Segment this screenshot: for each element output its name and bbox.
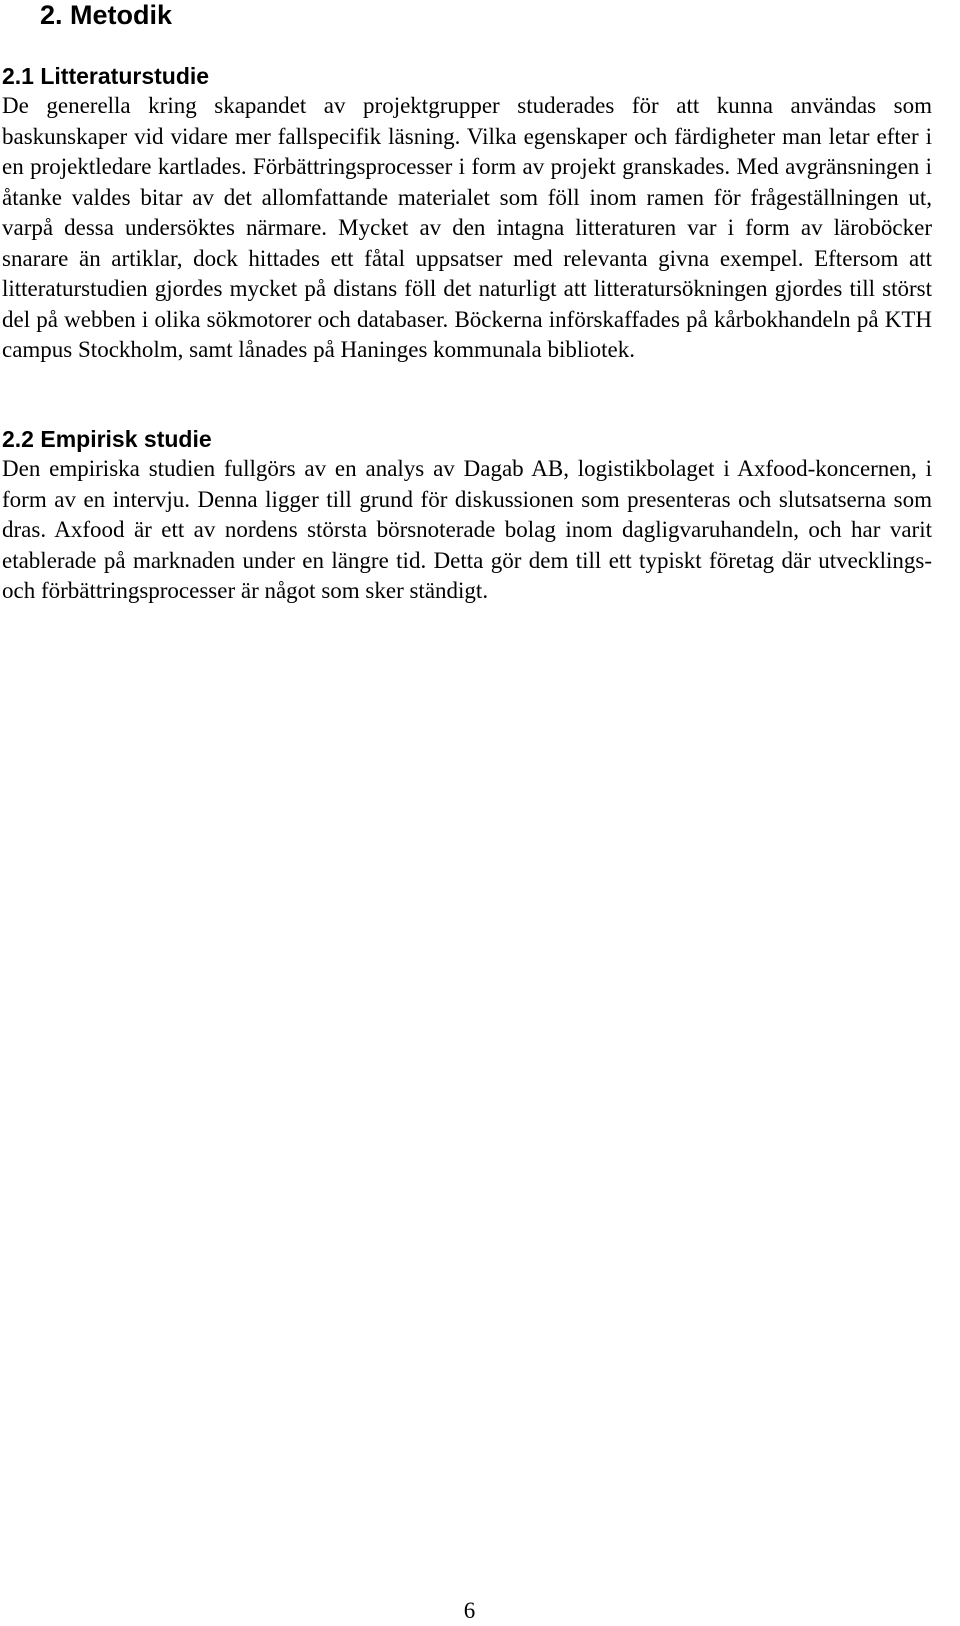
section-empirisk-studie (2, 424, 932, 607)
section-paragraph: Den empiriska studien fullgörs av en analys av Dagab AB, logistikbolaget i Axfood-koncernen, i form av en intervju. Denna ligger till grund för diskussionen som presenteras och slutsatserna som dras. Axfood är ett av nordens största börsnoterade bolag inom dagligvaruhandeln, och har varit etablerade på marknaden under en längre tid. Detta gör dem till ett typiskt företag där utvecklings- och förbättringsprocesser är något som sker ständigt. (2, 456, 932, 603)
section-litteraturstudie (2, 61, 932, 366)
page-number: 6 (463, 1598, 476, 1623)
section-heading: 2.2 Empirisk studie (2, 426, 212, 452)
chapter-title: 2. Metodik (40, 0, 173, 30)
section-heading: 2.1 Litteraturstudie (2, 63, 210, 89)
section-paragraph: De generella kring skapandet av projektgrupper studerades för att kunna användas som baskunskaper vid vidare mer fallspecifik läsning. Vilka egenskaper och färdigheter man letar efter i en projektledare kartlades. Förbättringsprocesser i form av projekt granskades. Med avgränsningen i åtanke valdes bitar av det allomfattande materialet som föll inom ramen för frågeställningen ut, varpå dessa undersöktes närmare. Mycket av den intagna litteraturen var i form av läroböcker snarare än artiklar, dock hittades ett fåtal uppsatser med relevanta givna exempel. Eftersom att litteraturstudien gjordes mycket på distans föll det naturligt att litteratursökningen gjordes till störst del på webben i olika sökmotorer och databaser. Böckerna införskaffades på kårbokhandeln på KTH campus Stockholm, samt lånades på Haninges kommunala bibliotek. (2, 93, 932, 362)
